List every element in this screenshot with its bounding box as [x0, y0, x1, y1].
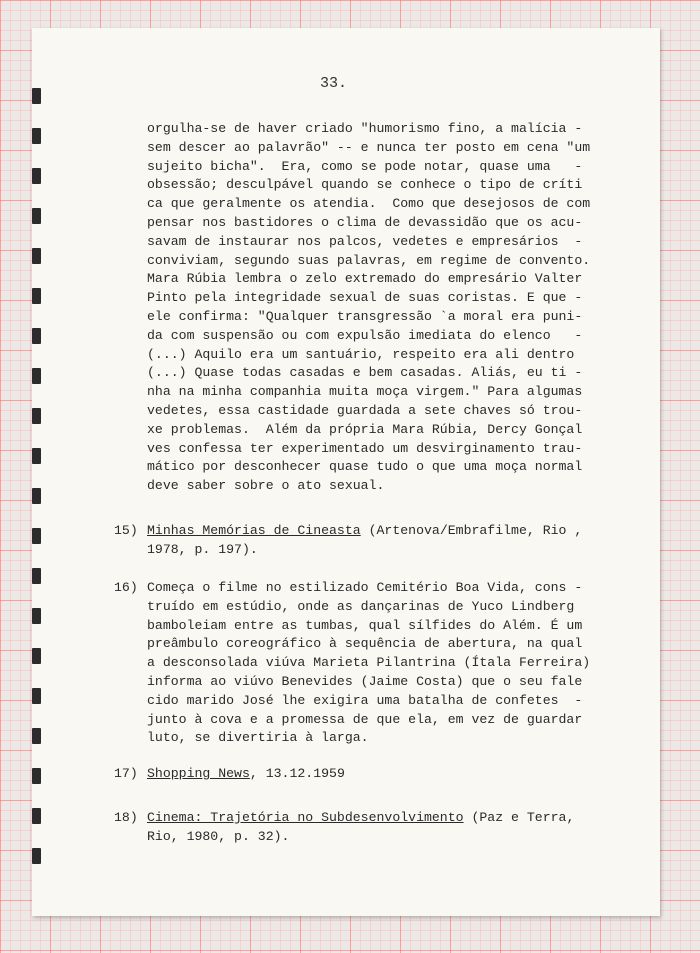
binding-hole — [32, 488, 41, 504]
text-line: ca que geralmente os atendia. Como que desejosos de com — [147, 196, 591, 212]
binding-hole — [32, 288, 41, 304]
text-line: sujeito bicha". Era, como se pode notar, quase uma - — [147, 158, 583, 174]
binding-hole — [32, 208, 41, 224]
text-line: luto, se divertiria à larga. — [147, 730, 369, 746]
text-line: Mara Rúbia lembra o zelo extremado do empresário Valter — [147, 271, 583, 287]
text-line: (...) Quase todas casadas e bem casadas. Aliás, eu ti - — [147, 365, 583, 381]
binding-hole — [32, 568, 41, 584]
text-line: xe problemas. Além da própria Mara Rúbia, Dercy Gonçal — [147, 421, 583, 437]
binding-hole — [32, 608, 41, 624]
text-line: ele confirma: "Qualquer transgressão `a moral era puni- — [147, 308, 583, 324]
binding-hole — [32, 88, 41, 104]
footnote-number: 16) — [114, 580, 138, 595]
text-line: mático por desconhecer quase tudo o que uma moça normal — [147, 459, 583, 475]
binding-hole — [32, 688, 41, 704]
footnote-text: (Paz e Terra, — [463, 810, 575, 825]
page-number: 33. — [320, 75, 348, 92]
binding-hole — [32, 128, 41, 144]
footnote-title: Shopping News — [147, 766, 250, 781]
text-line: savam de instaurar nos palcos, vedetes e empresários - — [147, 233, 583, 249]
footnote-number: 15) — [114, 523, 138, 538]
footnote-number: 17) — [114, 766, 138, 781]
text-line: da com suspensão ou com expulsão imediata do elenco - — [147, 327, 583, 343]
footnote-title: Minhas Memórias de Cineasta — [147, 523, 361, 538]
binding-hole — [32, 368, 41, 384]
binding-hole — [32, 848, 41, 864]
text-line: nha na minha companhia muita moça virgem." Para algumas — [147, 384, 583, 400]
binding-hole — [32, 328, 41, 344]
footnote-number: 18) — [114, 810, 138, 825]
text-line: vedetes, essa castidade guardada a sete chaves só trou- — [147, 402, 583, 418]
binding-hole — [32, 448, 41, 464]
text-line: pensar nos bastidores o clima de devassidão que os acu- — [147, 214, 583, 230]
text-line: (...) Aquilo era um santuário, respeito era ali dentro — [147, 346, 575, 362]
text-line: cido marido José lhe exigira uma batalha de confetes - — [147, 692, 583, 708]
text-line: orgulha-se de haver criado "humorismo fino, a malícia - — [147, 121, 583, 136]
text-line: Começa o filme no estilizado Cemitério Boa Vida, cons - — [147, 580, 583, 595]
text-line: junto à cova e a promessa de que ela, em vez de guardar — [147, 711, 583, 727]
footnote-title: Cinema: Trajetória no Subdesenvolvimento — [147, 810, 464, 825]
text-line: bamboleiam entre as tumbas, qual sílfides do Além. É um — [147, 617, 583, 633]
text-line: deve saber sobre o ato sexual. — [147, 478, 385, 494]
binding-hole — [32, 808, 41, 824]
text-line: Rio, 1980, p. 32). — [147, 828, 290, 844]
footnote-text: (Artenova/Embrafilme, Rio , — [360, 523, 583, 538]
text-line: informa ao viúvo Benevides (Jaime Costa) que o seu fale — [147, 673, 583, 689]
text-line: 1978, p. 197). — [147, 541, 258, 557]
binding-hole — [32, 728, 41, 744]
binding-hole — [32, 648, 41, 664]
body-paragraph — [147, 120, 607, 496]
text-line: ves confessa ter experimentado um desvirginamento trau- — [147, 440, 583, 456]
footnote-text: , 13.12.1959 — [249, 766, 345, 781]
binding-hole — [32, 168, 41, 184]
text-line: truído em estúdio, onde as dançarinas de Yuco Lindberg — [147, 598, 575, 614]
typed-page — [32, 28, 660, 916]
text-line: conviviam, segundo suas palavras, em regime de convento. — [147, 252, 591, 268]
text-line: a desconsolada viúva Marieta Pilantrina (Ítala Ferreira) — [147, 655, 591, 671]
text-line: obsessão; desculpável quando se conhece o tipo de críti — [147, 177, 583, 193]
binding-hole — [32, 768, 41, 784]
text-line: sem descer ao palavrão" -- e nunca ter posto em cena "um — [147, 139, 591, 155]
binding-hole — [32, 408, 41, 424]
binding-hole — [32, 248, 41, 264]
binding-hole — [32, 528, 41, 544]
text-line: Pinto pela integridade sexual de suas coristas. E que - — [147, 290, 583, 306]
text-line: preâmbulo coreográfico à sequência de abertura, na qual — [147, 636, 583, 652]
